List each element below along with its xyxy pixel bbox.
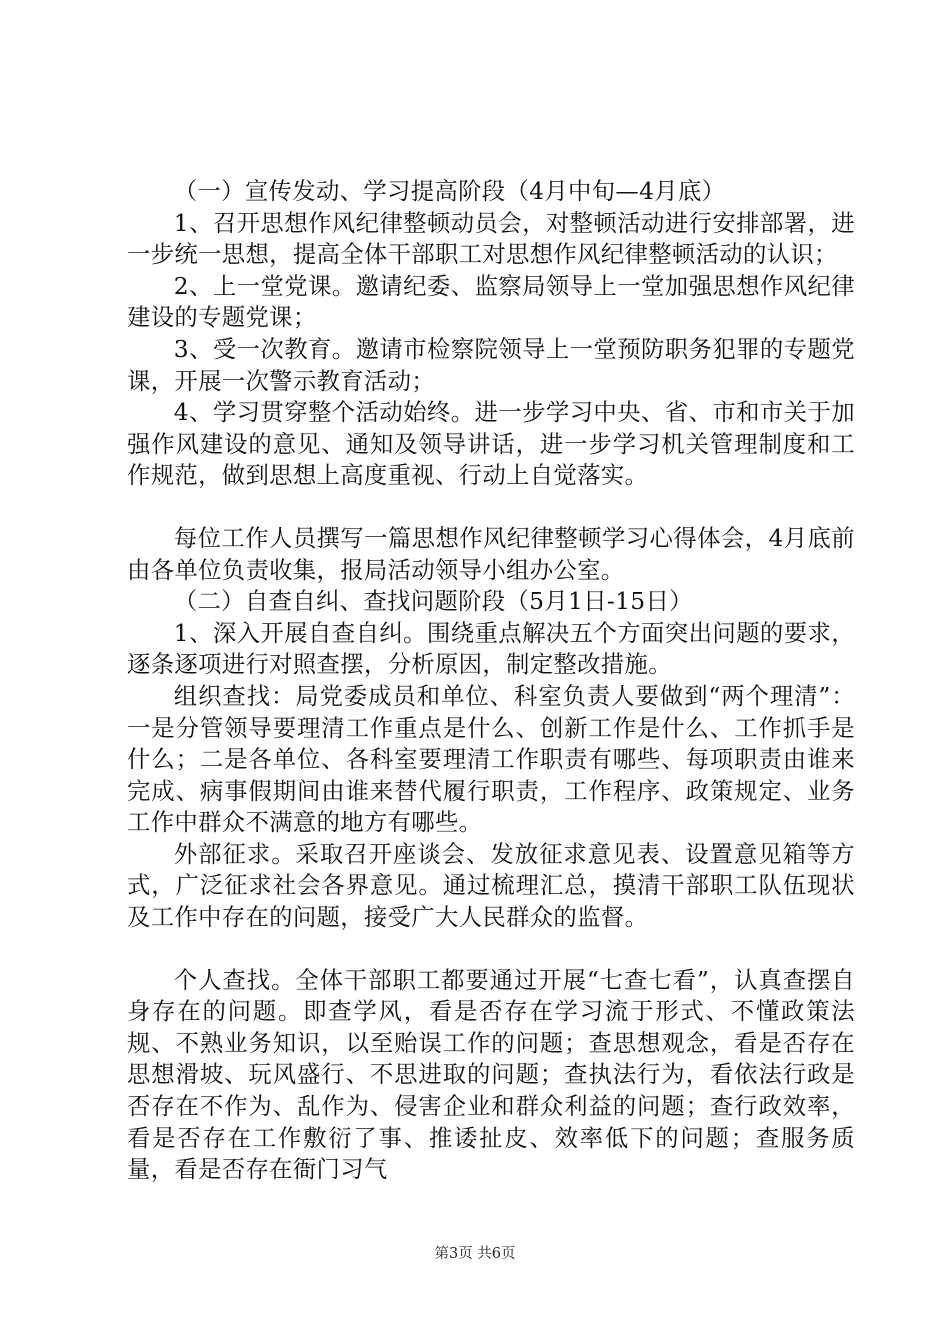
document-body xyxy=(127,176,855,1186)
paragraph-7: 组织查找：局党委成员和单位、科室负责人要做到“两个理清”：一是分管领导要理清工作重点是什么、创新工作是什么、工作抓手是什么；二是各单位、各科室要理清工作职责有哪些、每项职责由谁来完成、病事假期间由谁来替代履行职责，工作程序、政策规定、业务工作中群众不满意的地方有哪些。 xyxy=(127,681,855,837)
paragraph-gap xyxy=(127,492,855,523)
paragraph-2: 2、上一堂党课。邀请纪委、监察局领导上一堂加强思想作风纪律建设的专题党课； xyxy=(127,271,855,332)
paragraph-9: 个人查找。全体干部职工都要通过开展“七查七看”，认真查摆自身存在的问题。即查学风，看是否存在学习流于形式、不懂政策法规、不熟业务知识，以至贻误工作的问题；查思想观念，看是否存在思想滑坡、玩风盛行、不思进取的问题；查执法行为，看依法行政是否存在不作为、乱作为、侵害企业和群众利益的问题；查行政效率，看是否存在工作敷衍了事、推诿扯皮、效率低下的问题；查服务质量，看是否存在衙门习气 xyxy=(127,965,855,1184)
paragraph-3: 3、受一次教育。邀请市检察院领导上一堂预防职务犯罪的专题党课，开展一次警示教育活动； xyxy=(127,334,855,395)
paragraph-5: 每位工作人员撰写一篇思想作风纪律整顿学习心得体会，4月底前由各单位负责收集，报局活动领导小组办公室。 xyxy=(127,523,855,584)
paragraph-6: 1、深入开展自查自纠。围绕重点解决五个方面突出问题的要求，逐条逐项进行对照查摆，分析原因，制定整改措施。 xyxy=(127,618,855,679)
paragraph-8: 外部征求。采取召开座谈会、发放征求意见表、设置意见箱等方式，广泛征求社会各界意见。通过梳理汇总，摸清干部职工队伍现状及工作中存在的问题，接受广大人民群众的监督。 xyxy=(127,839,855,932)
paragraph-gap xyxy=(127,934,855,965)
section-heading-1: （一）宣传发动、学习提高阶段（4月中旬—4月底） xyxy=(173,177,726,205)
paragraph-1: 1、召开思想作风纪律整顿动员会，对整顿活动进行安排部署，进一步统一思想，提高全体干部职工对思想作风纪律整顿活动的认识； xyxy=(127,208,855,269)
paragraph-4: 4、学习贯穿整个活动始终。进一步学习中央、省、市和市关于加强作风建设的意见、通知及领导讲话，进一步学习机关管理制度和工作规范，做到思想上高度重视、行动上自觉落实。 xyxy=(127,398,855,490)
page-footer: 第3页 共6页 xyxy=(434,1246,516,1262)
section-heading-2: （二）自查自纠、查找问题阶段（5月1日-15日） xyxy=(173,587,693,616)
